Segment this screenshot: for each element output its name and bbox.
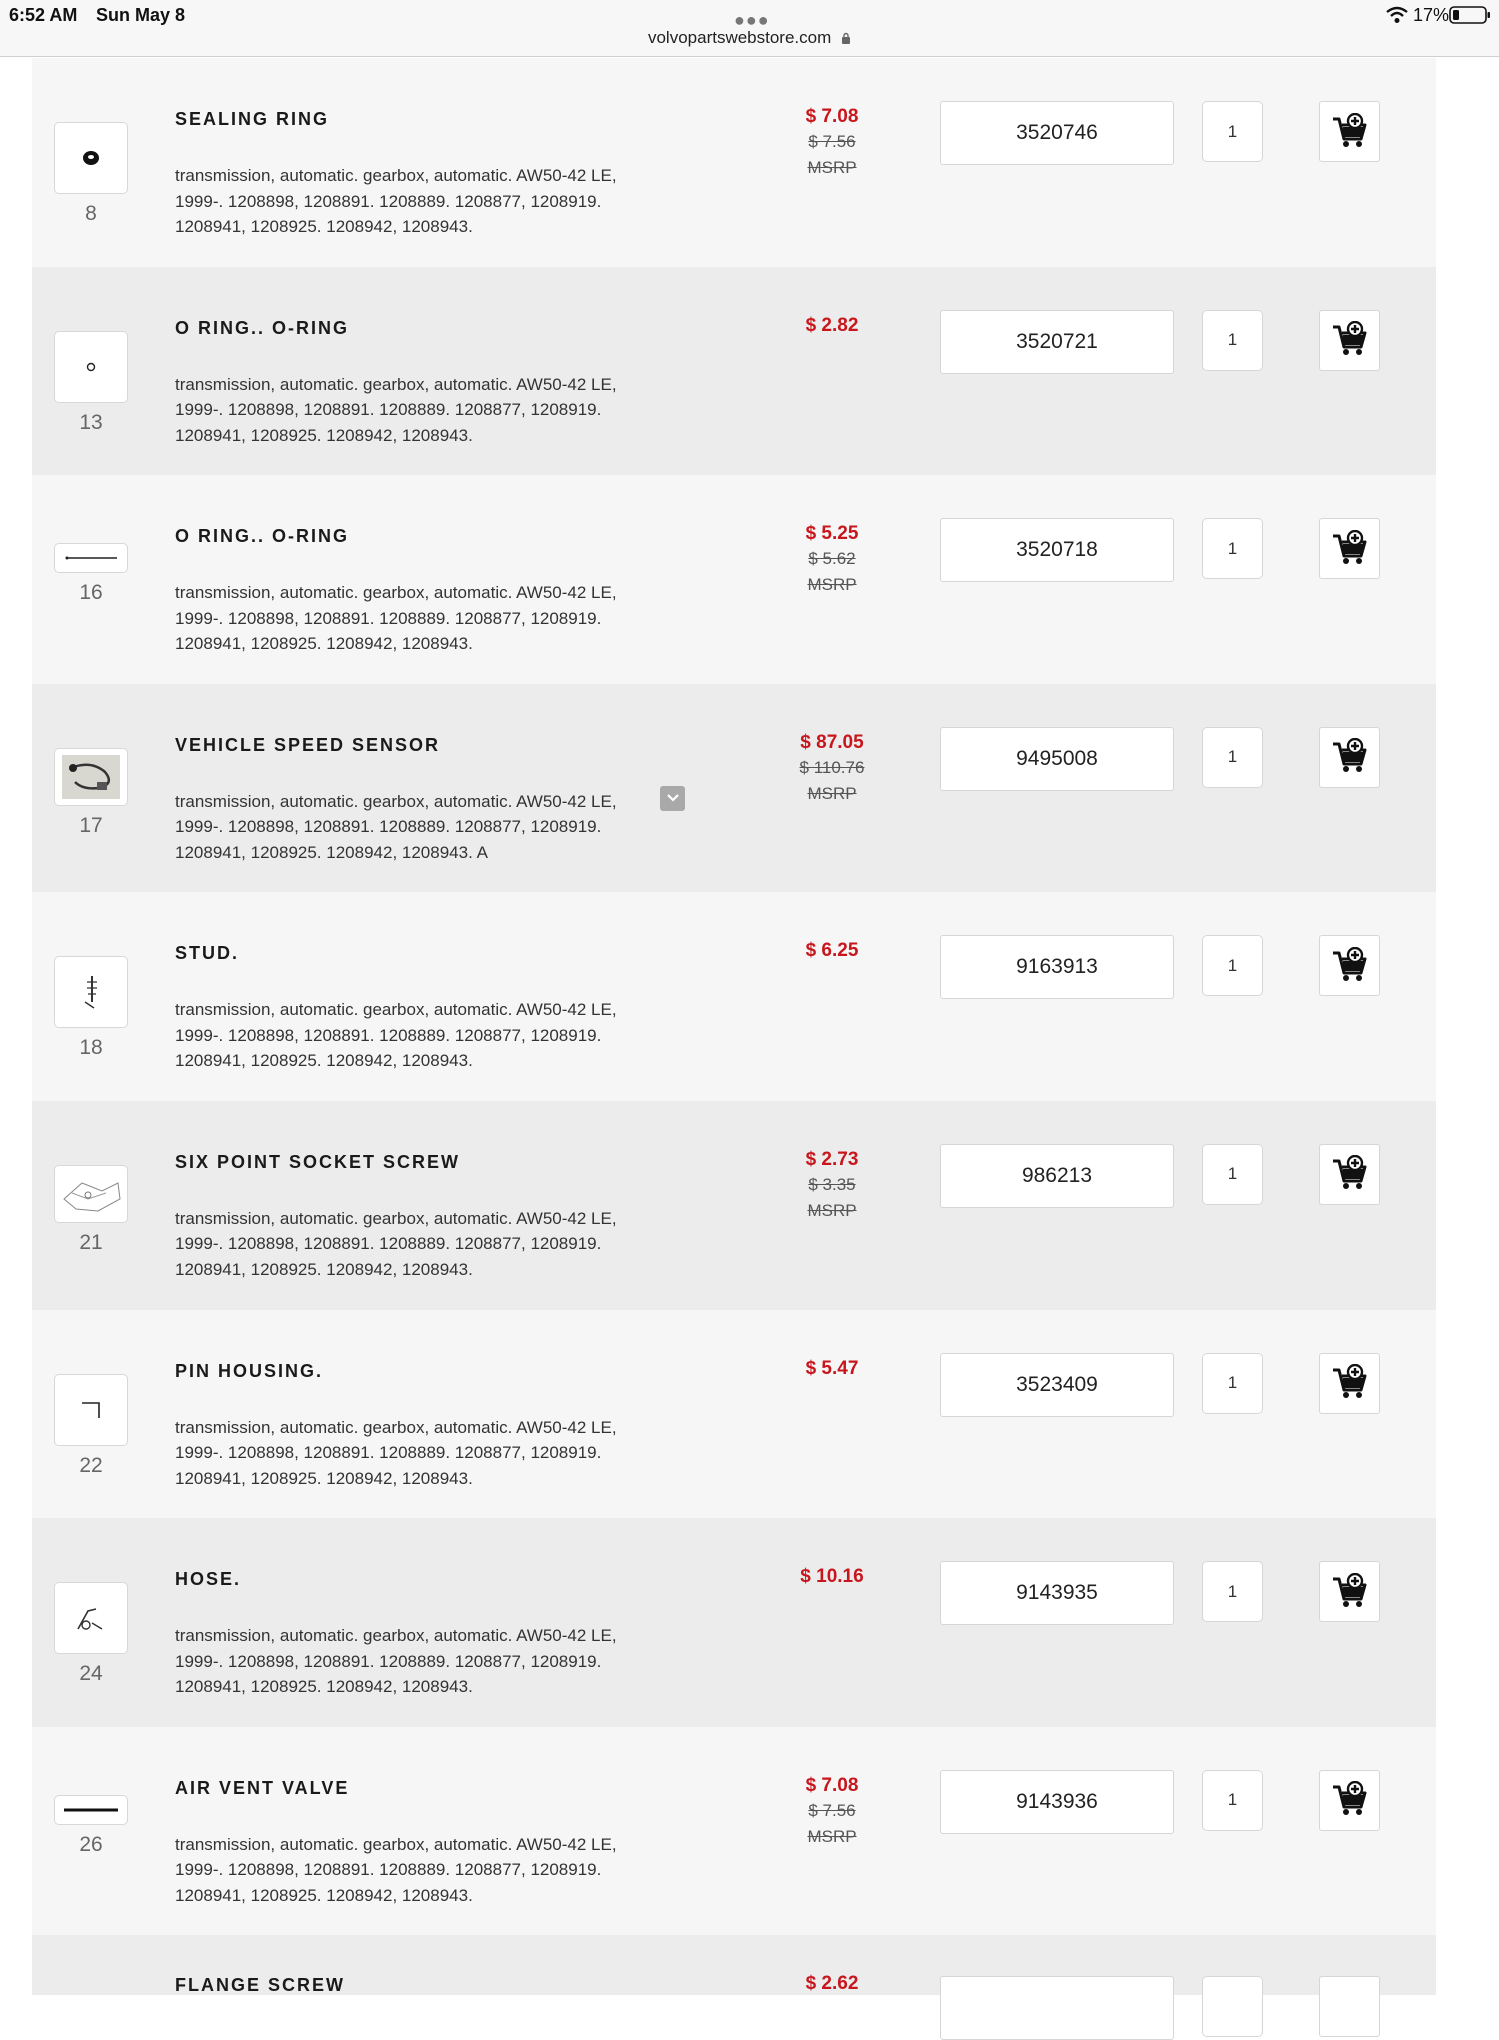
original-price: $ 7.56 [808, 132, 856, 151]
part-description: transmission, automatic. gearbox, automatic. AW50-42 LE, 1999-. 1208898, 1208891. 1208889. 1208877, 1208919. 1208941, 1208925. 1208942, 1208943. [175, 1834, 617, 1905]
part-number-field[interactable]: 9163913 [940, 935, 1174, 999]
add-to-cart-button[interactable] [1319, 310, 1380, 371]
quantity-input[interactable]: 1 [1202, 1144, 1263, 1205]
o-ring-thumb-icon[interactable] [54, 331, 128, 403]
cart-plus-icon [1331, 530, 1369, 568]
part-number-field[interactable]: 9495008 [940, 727, 1174, 791]
part-name[interactable]: O RING.. O-RING [175, 317, 349, 338]
sale-price: $ 7.08 [805, 106, 859, 127]
status-time: 6:52 AM [9, 5, 78, 25]
part-description: transmission, automatic. gearbox, automatic. AW50-42 LE, 1999-. 1208898, 1208891. 1208889. 1208877, 1208919. 1208941, 1208925. 1208942, 1208943. [175, 374, 617, 445]
part-row [32, 58, 1436, 267]
o-ring-line-thumb-icon[interactable] [54, 543, 128, 573]
part-name[interactable]: SIX POINT SOCKET SCREW [175, 1151, 461, 1172]
add-to-cart-button[interactable] [1319, 1144, 1380, 1205]
ref-number: 16 [79, 581, 103, 605]
hose-thumb-icon[interactable] [54, 1582, 128, 1654]
part-row [32, 684, 1436, 893]
part-name[interactable]: VEHICLE SPEED SENSOR [175, 734, 441, 755]
original-price: $ 7.56 [808, 1800, 856, 1820]
ref-number: 24 [79, 1662, 103, 1686]
sealing-ring-thumb-icon[interactable] [54, 122, 128, 194]
part-description: transmission, automatic. gearbox, automatic. AW50-42 LE, 1999-. 1208898, 1208891. 1208889. 1208877, 1208919. 1208941, 1208925. 1208942, 1208943. [175, 1417, 617, 1488]
cart-plus-icon [1331, 113, 1369, 151]
part-name[interactable]: PIN HOUSING. [175, 1360, 324, 1381]
sale-price: $ 5.47 [805, 1357, 859, 1379]
quantity-input[interactable]: 1 [1202, 727, 1263, 788]
part-row [32, 892, 1436, 1101]
add-to-cart-button[interactable] [1319, 1561, 1380, 1622]
original-price: $ 3.35 [808, 1174, 856, 1194]
quantity-input[interactable]: 1 [1202, 518, 1263, 579]
cart-plus-icon [1331, 947, 1369, 985]
msrp-label: MSRP [807, 575, 857, 595]
part-description: transmission, automatic. gearbox, automatic. AW50-42 LE, 1999-. 1208898, 1208891. 1208889. 1208877, 1208919. 1208941, 1208925. 1208942, 1208943. [175, 1208, 617, 1279]
ref-number: 18 [79, 1036, 103, 1060]
quantity-input[interactable]: 1 [1202, 1770, 1263, 1831]
cart-plus-icon [1331, 1573, 1369, 1611]
part-number-field[interactable]: 3520746 [940, 101, 1174, 165]
quantity-input[interactable] [1202, 1976, 1263, 2037]
ref-number: 17 [79, 813, 103, 837]
part-name[interactable]: O RING.. O-RING [175, 526, 349, 547]
add-to-cart-button[interactable] [1319, 935, 1380, 996]
sale-price: $ 2.82 [805, 314, 859, 336]
part-description: transmission, automatic. gearbox, automatic. AW50-42 LE, 1999-. 1208898, 1208891. 1208889. 1208877, 1208919. 1208941, 1208925. 1208942, 1208943. [175, 583, 617, 654]
msrp-label: MSRP [807, 783, 857, 803]
add-to-cart-button[interactable] [1319, 518, 1380, 579]
part-name[interactable]: HOSE. [175, 1569, 242, 1590]
lock-icon [841, 32, 851, 44]
sale-price: $ 7.08 [805, 1774, 859, 1796]
expand-description-button[interactable] [660, 786, 685, 811]
part-number-field[interactable]: 3520718 [940, 518, 1174, 582]
part-row-partial [32, 1935, 1436, 1995]
url-text: volvopartswebstore.com [647, 28, 832, 47]
part-number-field[interactable]: 986213 [940, 1144, 1174, 1208]
battery-percent: 17% [1413, 5, 1450, 25]
part-number-field[interactable]: 3523409 [940, 1353, 1174, 1417]
speed-sensor-thumb-icon[interactable] [54, 748, 128, 806]
add-to-cart-button[interactable] [1319, 727, 1380, 788]
add-to-cart-button[interactable] [1319, 1976, 1380, 2037]
wifi-icon [1386, 6, 1408, 24]
part-number-field[interactable]: 9143935 [940, 1561, 1174, 1625]
part-row [32, 1727, 1436, 1936]
add-to-cart-button[interactable] [1319, 1353, 1380, 1414]
cart-plus-icon [1331, 1155, 1369, 1193]
part-name[interactable]: STUD. [175, 943, 239, 964]
part-row [32, 267, 1436, 476]
more-dots-icon[interactable]: ●●● [734, 10, 770, 30]
ref-number: 26 [79, 1832, 103, 1856]
part-number-field[interactable] [940, 1976, 1174, 2040]
air-vent-valve-thumb-icon[interactable] [54, 1795, 128, 1825]
ref-number: 8 [85, 202, 97, 225]
sale-price: $ 10.16 [800, 1566, 864, 1588]
part-description: transmission, automatic. gearbox, automatic. AW50-42 LE, 1999-. 1208898, 1208891. 1208889. 1208877, 1208919. 1208941, 1208925. 1208942, 1208943. [175, 1000, 617, 1071]
part-number-field[interactable]: 9143936 [940, 1770, 1174, 1834]
ref-number: 13 [79, 410, 103, 434]
msrp-label: MSRP [807, 1200, 857, 1220]
cart-plus-icon [1331, 738, 1369, 776]
ref-number: 22 [79, 1453, 103, 1477]
sale-price: $ 2.62 [805, 1973, 859, 1995]
stud-thumb-icon[interactable] [54, 956, 128, 1028]
part-row [32, 1101, 1436, 1310]
original-price: $ 5.62 [808, 549, 856, 569]
part-number-field[interactable]: 3520721 [940, 310, 1174, 374]
parts-list [32, 58, 1436, 1995]
part-name[interactable]: SEALING RING [175, 109, 330, 129]
add-to-cart-button[interactable] [1319, 1770, 1380, 1831]
msrp-label: MSRP [807, 158, 857, 177]
cart-plus-icon [1331, 1781, 1369, 1819]
part-description: transmission, automatic. gearbox, automatic. AW50-42 LE, 1999-. 1208898, 1208891. 1208889. 1208877, 1208919. 1208941, 1208925. 1208942, 1208943. A [175, 791, 617, 862]
cart-plus-icon [1331, 321, 1369, 359]
battery-icon [1449, 6, 1491, 24]
quantity-input[interactable]: 1 [1202, 935, 1263, 996]
ref-number: 21 [79, 1230, 103, 1254]
cart-plus-icon [1331, 1364, 1369, 1402]
msrp-label: MSRP [807, 1826, 857, 1846]
sale-price: $ 87.05 [800, 731, 864, 753]
add-to-cart-button[interactable] [1319, 101, 1380, 162]
quantity-input[interactable]: 1 [1202, 101, 1263, 162]
quantity-input[interactable]: 1 [1202, 310, 1263, 371]
original-price: $ 110.76 [799, 757, 865, 777]
socket-screw-thumb-icon[interactable] [54, 1165, 128, 1223]
part-row [32, 1310, 1436, 1519]
part-row [32, 475, 1436, 684]
part-description: transmission, automatic. gearbox, automatic. AW50-42 LE, 1999-. 1208898, 1208891. 1208889. 1208877, 1208919. 1208941, 1208925. 1208942, 1208943. [175, 1626, 617, 1697]
chevron-down-icon [666, 793, 680, 803]
address-bar[interactable] [0, 28, 1499, 48]
sale-price: $ 6.25 [805, 940, 859, 962]
status-bar [0, 0, 1499, 57]
sale-price: $ 2.73 [805, 1148, 859, 1170]
quantity-input[interactable]: 1 [1202, 1561, 1263, 1622]
quantity-input[interactable]: 1 [1202, 1353, 1263, 1414]
part-name[interactable]: AIR VENT VALVE [175, 1777, 350, 1798]
sale-price: $ 5.25 [805, 523, 859, 545]
part-description: transmission, automatic. gearbox, automatic. AW50-42 LE, 1999-. 1208898, 1208891. 1208889. 1208877, 1208919. 1208941, 1208925. 1208942, 1208943. [175, 166, 617, 236]
part-row [32, 1518, 1436, 1727]
status-date: Sun May 8 [96, 5, 186, 25]
part-name[interactable]: FLANGE SCREW [175, 1975, 345, 1996]
pin-housing-thumb-icon[interactable] [54, 1374, 128, 1446]
